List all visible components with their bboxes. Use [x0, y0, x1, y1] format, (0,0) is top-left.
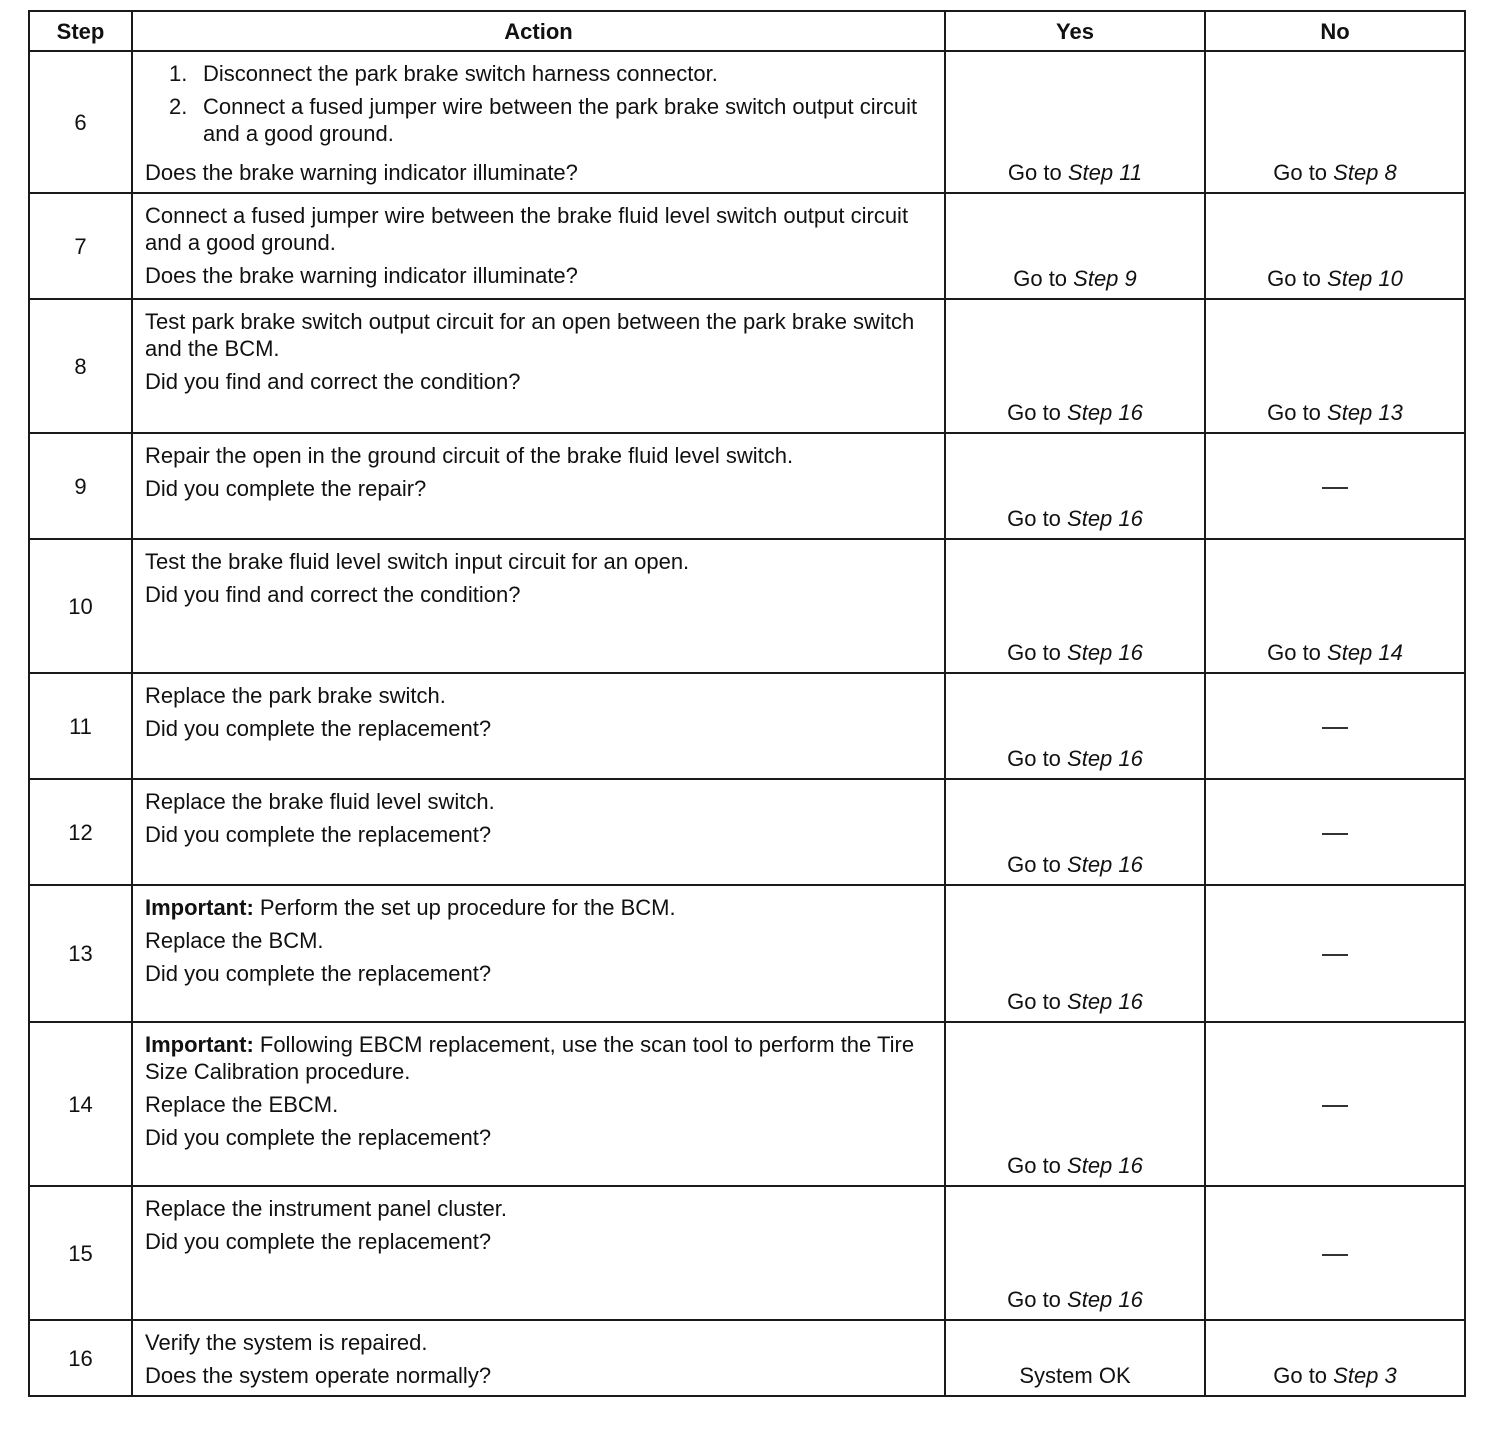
no-cell: [1205, 1186, 1465, 1320]
action-cell: [132, 299, 945, 433]
no-cell: [1205, 779, 1465, 885]
question-text: Did you complete the replacement?: [145, 961, 492, 986]
table-row: [29, 193, 1465, 299]
no-step-ref: Step 14: [1327, 640, 1403, 665]
instruction-text: Replace the brake fluid level switch.: [145, 789, 495, 814]
numbered-instruction: [169, 93, 934, 147]
table-row: [29, 433, 1465, 539]
no-cell: [1205, 193, 1465, 299]
no-cell: [1205, 299, 1465, 433]
step-number: 14: [29, 1022, 132, 1186]
table-row: [29, 539, 1465, 673]
yes-cell: [945, 1320, 1205, 1396]
action-cell: [132, 539, 945, 673]
table-row: [29, 779, 1465, 885]
no-prefix: Go to: [1267, 640, 1328, 665]
yes-prefix: Go to: [1007, 1153, 1068, 1178]
instruction-text: Repair the open in the ground circuit of the brake fluid level switch.: [145, 443, 794, 468]
no-cell: [1205, 1320, 1465, 1396]
important-note: [145, 1031, 934, 1085]
yes-step-ref: Step 16: [1067, 506, 1143, 531]
header-step: Step: [29, 11, 132, 51]
numbered-instruction: [169, 60, 934, 87]
no-cell: [1205, 539, 1465, 673]
yes-step-ref: Step 16: [1067, 746, 1143, 771]
instruction-text: Replace the BCM.: [145, 928, 324, 953]
no-prefix: Go to: [1267, 400, 1328, 425]
header-no: No: [1205, 11, 1465, 51]
yes-step-ref: Step 11: [1067, 160, 1143, 185]
step-number: 9: [29, 433, 132, 539]
not-applicable-dash: [1322, 954, 1348, 956]
no-cell: [1205, 885, 1465, 1022]
header-action: Action: [132, 11, 945, 51]
step-number: 7: [29, 193, 132, 299]
yes-prefix: Go to: [1007, 746, 1068, 771]
no-prefix: Go to: [1273, 1363, 1334, 1388]
step-number: 16: [29, 1320, 132, 1396]
action-cell: [132, 779, 945, 885]
step-number: 6: [29, 51, 132, 193]
instruction-number: 1.: [169, 61, 188, 86]
no-prefix: Go to: [1273, 160, 1334, 185]
question-text: Did you complete the replacement?: [145, 1229, 492, 1254]
yes-cell: [945, 539, 1205, 673]
important-note: [145, 894, 934, 921]
no-cell: [1205, 51, 1465, 193]
no-cell: [1205, 433, 1465, 539]
action-cell: [132, 193, 945, 299]
no-step-ref: Step 8: [1333, 160, 1397, 185]
not-applicable-dash: [1322, 487, 1348, 489]
step-number: 10: [29, 539, 132, 673]
instruction-number: 2.: [169, 94, 188, 119]
table-row: [29, 885, 1465, 1022]
instruction-text: Verify the system is repaired.: [145, 1330, 428, 1355]
question-text: Does the brake warning indicator illuminate?: [145, 263, 578, 288]
yes-prefix: Go to: [1013, 266, 1074, 291]
table-row: [29, 1022, 1465, 1186]
yes-cell: [945, 885, 1205, 1022]
yes-cell: [945, 1022, 1205, 1186]
diagnostic-table: [28, 10, 1466, 1397]
question-text: Did you complete the replacement?: [145, 1125, 492, 1150]
yes-cell: [945, 1186, 1205, 1320]
yes-prefix: Go to: [1007, 640, 1068, 665]
yes-cell: [945, 673, 1205, 779]
question-text: Did you complete the replacement?: [145, 822, 492, 847]
action-cell: [132, 51, 945, 193]
step-number: 12: [29, 779, 132, 885]
action-cell: [132, 433, 945, 539]
question-text: Did you find and correct the condition?: [145, 369, 521, 394]
header-yes: Yes: [945, 11, 1205, 51]
table-row: [29, 299, 1465, 433]
question-text: Does the system operate normally?: [145, 1363, 492, 1388]
yes-step-ref: Step 16: [1067, 1287, 1143, 1312]
important-label: Important:: [145, 1032, 254, 1057]
question-text: Did you complete the repair?: [145, 476, 427, 501]
yes-step-ref: Step 16: [1067, 1153, 1143, 1178]
yes-step-ref: Step 9: [1073, 266, 1137, 291]
instruction-text: Test park brake switch output circuit for an open between the park brake switch and the BCM.: [145, 309, 915, 361]
yes-step-ref: Step 16: [1067, 852, 1143, 877]
instruction-text: Test the brake fluid level switch input circuit for an open.: [145, 549, 690, 574]
yes-cell: [945, 51, 1205, 193]
not-applicable-dash: [1322, 727, 1348, 729]
action-cell: [132, 1320, 945, 1396]
yes-cell: [945, 299, 1205, 433]
yes-prefix: Go to: [1007, 1287, 1068, 1312]
yes-prefix: Go to: [1007, 160, 1068, 185]
yes-cell: [945, 779, 1205, 885]
table-row: [29, 51, 1465, 193]
question-text: Did you find and correct the condition?: [145, 582, 521, 607]
no-step-ref: Step 13: [1327, 400, 1403, 425]
yes-step-ref: Step 16: [1067, 640, 1143, 665]
table-row: [29, 1186, 1465, 1320]
important-text: Following EBCM replacement, use the scan tool to perform the Tire Size Calibration procedure.: [145, 1032, 915, 1084]
not-applicable-dash: [1322, 1105, 1348, 1107]
step-number: 15: [29, 1186, 132, 1320]
action-cell: [132, 885, 945, 1022]
step-number: 13: [29, 885, 132, 1022]
yes-cell: [945, 193, 1205, 299]
instruction-text: Replace the instrument panel cluster.: [145, 1196, 507, 1221]
no-step-ref: Step 10: [1327, 266, 1403, 291]
yes-prefix: Go to: [1007, 506, 1068, 531]
no-cell: [1205, 1022, 1465, 1186]
instruction-text: Connect a fused jumper wire between the park brake switch output circuit and a good ground.: [203, 94, 918, 146]
yes-result: System OK: [1019, 1363, 1131, 1388]
table-row: [29, 673, 1465, 779]
not-applicable-dash: [1322, 833, 1348, 835]
no-cell: [1205, 673, 1465, 779]
yes-prefix: Go to: [1007, 989, 1068, 1014]
no-step-ref: Step 3: [1333, 1363, 1397, 1388]
step-number: 11: [29, 673, 132, 779]
table-row: [29, 1320, 1465, 1396]
no-prefix: Go to: [1267, 266, 1328, 291]
not-applicable-dash: [1322, 1254, 1348, 1256]
action-cell: [132, 673, 945, 779]
yes-prefix: Go to: [1007, 852, 1068, 877]
instruction-text: Replace the park brake switch.: [145, 683, 446, 708]
yes-prefix: Go to: [1007, 400, 1068, 425]
yes-step-ref: Step 16: [1067, 400, 1143, 425]
important-label: Important:: [145, 895, 254, 920]
instruction-text: Replace the EBCM.: [145, 1092, 339, 1117]
yes-step-ref: Step 16: [1067, 989, 1143, 1014]
question-text: Did you complete the replacement?: [145, 716, 492, 741]
table-header-row: [29, 11, 1465, 51]
action-cell: [132, 1022, 945, 1186]
yes-cell: [945, 433, 1205, 539]
question-text: Does the brake warning indicator illuminate?: [145, 160, 578, 185]
important-text: Perform the set up procedure for the BCM.: [253, 895, 676, 920]
action-cell: [132, 1186, 945, 1320]
step-number: 8: [29, 299, 132, 433]
instruction-text: Disconnect the park brake switch harness connector.: [203, 61, 718, 86]
instruction-text: Connect a fused jumper wire between the brake fluid level switch output circuit and a good ground.: [145, 203, 909, 255]
